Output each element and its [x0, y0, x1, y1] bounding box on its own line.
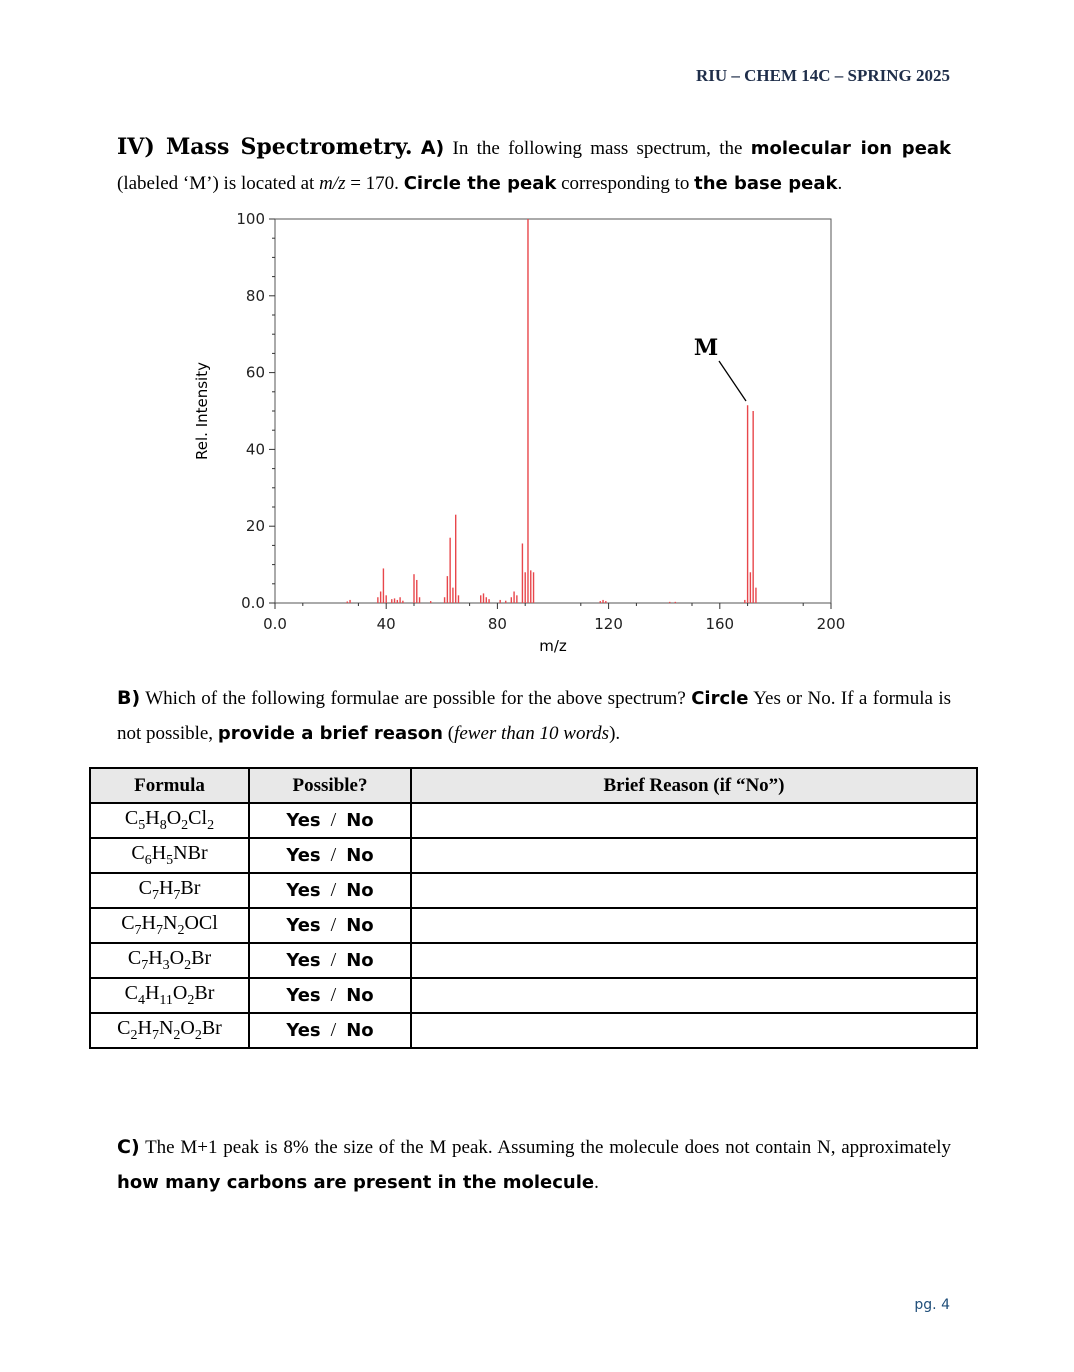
option-separator: / [330, 879, 337, 901]
part-a-label: A) [420, 137, 445, 159]
option-separator: / [330, 984, 337, 1006]
header-reason: Brief Reason (if “No”) [411, 768, 977, 803]
yes-option[interactable]: Yes [286, 1020, 321, 1041]
possible-cell [249, 873, 411, 908]
x-tick-label: 0.0 [263, 615, 287, 633]
no-option[interactable]: No [346, 985, 374, 1006]
table-row [90, 908, 977, 943]
option-separator: / [330, 949, 337, 971]
y-tick-label: 80 [245, 286, 265, 305]
formula-cell: $C_4H_{11}O_2Br$ [90, 978, 249, 1013]
formula-cell: $C_6H_5NBr$ [90, 838, 249, 873]
y-tick-label: 0.0 [241, 594, 265, 612]
part-b-text-3: ( [447, 723, 455, 744]
part-c-bold-1: how many carbons are present in the molecule [117, 1172, 595, 1193]
y-tick-label: 40 [245, 440, 265, 459]
molecular-ion-pointer [719, 361, 746, 401]
table-row [90, 943, 977, 978]
question-c-text [117, 1130, 951, 1200]
option-separator: / [330, 914, 337, 936]
y-tick-label: 60 [245, 363, 265, 382]
part-b-italic: fewer than 10 words [454, 723, 610, 744]
table-row [90, 978, 977, 1013]
reason-answer-cell[interactable] [411, 908, 977, 943]
table-row [90, 873, 977, 908]
possible-cell [249, 978, 411, 1013]
page-number: pg. 4 [914, 1297, 950, 1313]
possible-cell [249, 838, 411, 873]
no-option[interactable]: No [346, 915, 374, 936]
no-option[interactable]: No [346, 810, 374, 831]
possible-cell [249, 943, 411, 978]
reason-answer-cell[interactable] [411, 1013, 977, 1048]
table-row [90, 1013, 977, 1048]
formula-cell: $C_2H_7N_2O_2Br$ [90, 1013, 249, 1048]
reason-answer-cell[interactable] [411, 978, 977, 1013]
part-a-text-1: In the following mass spectrum, the [452, 138, 743, 159]
x-tick-label: 200 [816, 615, 846, 633]
part-a-bold-2: Circle the peak [403, 173, 557, 194]
part-a-mz: m/z [319, 173, 346, 194]
option-separator: / [330, 809, 337, 831]
molecular-ion-label: M [693, 335, 719, 361]
possible-cell [249, 803, 411, 838]
part-c-text-1: The M+1 peak is 8% the size of the M peak. Assuming the molecule does not contain N, approximately [145, 1137, 951, 1158]
y-tick-label: 20 [245, 517, 265, 536]
part-b-text-2: Yes or No. If a formula is not possible, [117, 688, 952, 744]
formula-cell: $C_7H_3O_2Br$ [90, 943, 249, 978]
part-b-label: B) [117, 687, 141, 709]
option-separator: / [330, 844, 337, 866]
yes-option[interactable]: Yes [286, 810, 321, 831]
table-header-row [90, 768, 977, 803]
reason-answer-cell[interactable] [411, 838, 977, 873]
x-axis-label: m/z [539, 637, 567, 655]
x-tick-label: 120 [594, 615, 623, 633]
part-c-text-2: . [594, 1172, 599, 1193]
part-a-text-3: = 170. [350, 173, 399, 194]
possible-cell [249, 1013, 411, 1048]
part-a-text-2: (labeled ‘M’) is located at [117, 173, 315, 194]
part-b-text-1: Which of the following formulae are possible for the above spectrum? [145, 688, 686, 709]
table-row [90, 838, 977, 873]
yes-option[interactable]: Yes [286, 915, 321, 936]
option-separator: / [330, 1019, 337, 1041]
part-c-label: C) [117, 1136, 140, 1158]
header-possible: Possible? [249, 768, 411, 803]
x-tick-label: 40 [376, 615, 396, 633]
x-tick-label: 80 [487, 615, 507, 633]
x-tick-label: 160 [705, 615, 735, 633]
reason-answer-cell[interactable] [411, 873, 977, 908]
no-option[interactable]: No [346, 845, 374, 866]
part-a-bold-1: molecular ion peak [750, 138, 952, 159]
formula-cell: $C_7H_7Br$ [90, 873, 249, 908]
part-a-text-5: . [837, 173, 843, 194]
formula-cell: $C_7H_7N_2OCl$ [90, 908, 249, 943]
yes-option[interactable]: Yes [286, 985, 321, 1006]
reason-answer-cell[interactable] [411, 803, 977, 838]
part-b-text-4: ). [609, 723, 621, 744]
table-row [90, 803, 977, 838]
part-a-bold-3: the base peak [694, 173, 838, 194]
course-header: RIU – CHEM 14C – SPRING 2025 [695, 66, 950, 85]
no-option[interactable]: No [346, 1020, 374, 1041]
part-b-bold-2: provide a brief reason [217, 723, 443, 744]
no-option[interactable]: No [346, 950, 374, 971]
yes-option[interactable]: Yes [286, 880, 321, 901]
header-formula: Formula [90, 768, 249, 803]
reason-answer-cell[interactable] [411, 943, 977, 978]
part-a-text-4: corresponding to [561, 173, 690, 194]
formula-table [89, 767, 978, 1049]
yes-option[interactable]: Yes [286, 950, 321, 971]
formula-cell: $C_5H_8O_2Cl_2$ [90, 803, 249, 838]
no-option[interactable]: No [346, 880, 374, 901]
y-axis-label: Rel. Intensity [193, 362, 211, 460]
part-b-bold-1: Circle [691, 688, 749, 709]
possible-cell [249, 908, 411, 943]
y-tick-label: 100 [236, 210, 265, 228]
mass-spectrum-chart [0, 0, 1074, 670]
yes-option[interactable]: Yes [286, 845, 321, 866]
section-title: IV) Mass Spectrometry. [117, 134, 413, 160]
question-b-text [117, 681, 951, 751]
